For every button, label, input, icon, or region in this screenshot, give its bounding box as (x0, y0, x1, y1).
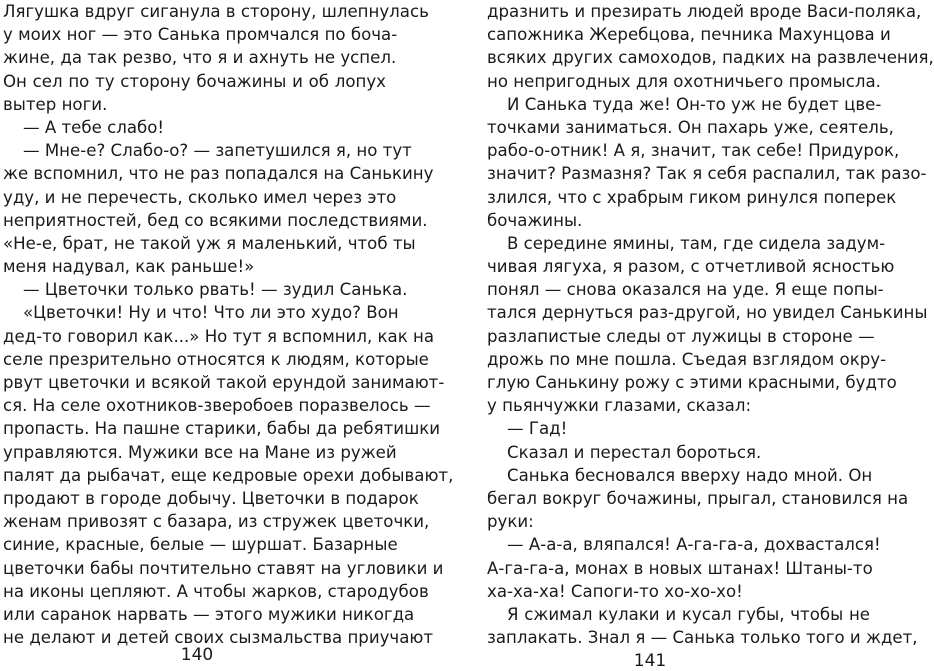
text-line: И Санька туда же! Он-то уж не будет цве- (507, 94, 882, 114)
page-number: 141 (633, 651, 667, 671)
text-line: А-га-га-а, монах в новых штанах! Штаны-то (487, 558, 873, 578)
text-line: тался дернуться раз-другой, но увидел Санькины (487, 303, 928, 323)
text-line: женам привозят с базара, из стружек цветочки, (3, 512, 430, 532)
text-line: рвут цветочки и всякой такой ерундой занимают- (3, 373, 445, 392)
text-line: дед-то говорил как...» Но тут я вспомнил, как на (3, 326, 435, 346)
text-line: же вспомнил, что не раз попадался на Санькину (3, 164, 434, 184)
text-line: у моих ног — это Санька промчался по боча- (3, 25, 398, 45)
text-line: — Мне-е? Слабо-о? — запетушился я, но тут (23, 141, 412, 161)
text-line: дразнить и презирать людей вроде Васи-поляка, (487, 2, 922, 21)
text-line: глую Санькину рожу с этими красными, будто (487, 373, 897, 392)
text-line: разлапистые следы от лужицы в стороне — (487, 326, 875, 346)
text-line: продают в городе добычу. Цветочки в подарок (3, 488, 419, 508)
text-line: бегал вокруг бочажины, прыгал, становился на (487, 488, 909, 508)
text-line: руки: (487, 512, 534, 532)
text-line: Лягушка вдруг сиганула в сторону, шлепнулась (3, 2, 429, 21)
text-line: Я сжимал кулаки и кусал губы, чтобы не (507, 604, 870, 624)
text-line: — Гад! (507, 419, 568, 439)
text-line: управляются. Мужики все на Мане из ружей (3, 442, 397, 462)
text-line: или саранок нарвать — этого мужики никогда (3, 604, 415, 624)
text-line: В середине ямины, там, где сидела задум- (507, 233, 886, 253)
text-line: у пьянчужки глазами, сказал: (487, 396, 752, 416)
text-line: не делают и детей своих сызмальства приучают (3, 628, 434, 648)
text-line: бочажины. (487, 210, 583, 230)
text-line: понял — снова оказался на уде. Я еще попы- (487, 280, 884, 300)
left-page (0, 0, 454, 668)
text-line: — Цветочки только рвать! — зудил Санька. (23, 280, 408, 300)
text-line: — А-а-а, вляпался! А-га-га-а, дохвастался! (507, 535, 881, 555)
text-line: палят да рыбачат, еще кедровые орехи добывают, (3, 465, 454, 485)
text-line: «Не-е, брат, не такой уж я маленький, чтоб ты (3, 233, 416, 253)
text-line: пропасть. На пашне старики, бабы да ребятишки (3, 419, 441, 439)
text-line: меня надувал, как раньше!» (3, 257, 255, 277)
text-line: но непригодных для охотничьего промысла. (487, 71, 881, 91)
text-line: — А тебе слабо! (23, 117, 165, 137)
text-line: уду, и не перечесть, сколько имел через это (3, 187, 397, 207)
text-line: селе презрительно относятся к людям, которые (3, 349, 429, 369)
text-line: Санька бесновался вверху надо мной. Он (507, 465, 873, 485)
text-line: злился, что с храбрым гиком ринулся поперек (487, 187, 897, 207)
text-line: дрожь по мне пошла. Съедая взглядом окру- (487, 349, 887, 369)
text-line: сапожника Жеребцова, печника Махунцова и (487, 25, 891, 45)
text-line: вытер ноги. (3, 94, 108, 114)
text-line: заплакать. Знал я — Санька только того и ждет, (487, 628, 918, 648)
text-line: всяких других самоходов, падких на развлечения, (487, 48, 934, 68)
text-line: жине, да так резво, что я и ахнуть не успел. (3, 48, 397, 68)
text-line: значит? Размазня? Так я себя распалил, так разо- (487, 164, 927, 184)
left-page-text (3, 0, 454, 649)
text-line: цветочки бабы почтительно ставят на угловики и (3, 558, 444, 578)
text-line: Сказал и перестал бороться. (507, 442, 762, 462)
text-line: рабо-о-отник! А я, значит, так себе! Придурок, (487, 141, 900, 161)
page-number: 140 (180, 645, 214, 665)
text-line: на иконы цепляют. А чтобы жарков, стародубов (3, 581, 429, 601)
text-line: ся. На селе охотников-зверобоев поразвелось — (3, 396, 431, 416)
text-line: синие, красные, белые — шуршат. Базарные (3, 535, 398, 555)
text-line: «Цветочки! Ну и что! Что ли это худо? Вон (23, 303, 399, 323)
text-line: ха-ха-ха! Сапоги-то хо-хо-хо! (487, 581, 743, 601)
right-page-text (487, 0, 934, 649)
text-line: чивая лягуха, я разом, с отчетливой ясностью (487, 257, 895, 277)
text-line: точками заниматься. Он пахарь уже, сеятель, (487, 117, 894, 137)
text-line: Он сел по ту сторону бочажины и об лопух (3, 71, 386, 91)
right-page (466, 0, 934, 671)
text-line: неприятностей, бед со всякими последствиями. (3, 210, 428, 230)
